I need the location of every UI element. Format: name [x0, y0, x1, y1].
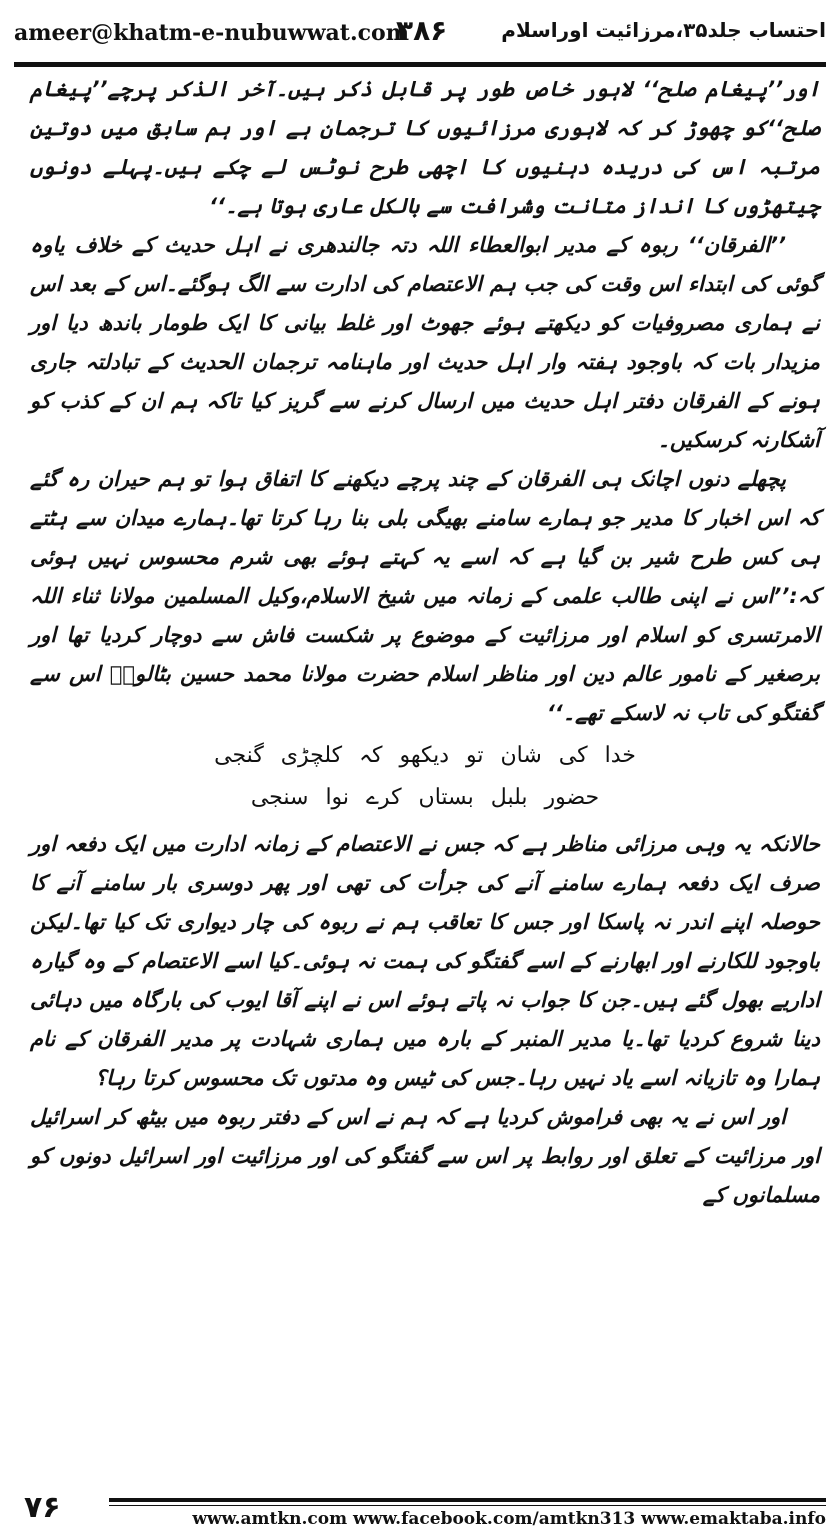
- header-email: ameer@khatm-e-nubuwwat.com: [14, 20, 409, 46]
- paragraph-1: اور’’پیغام صلح‘‘ لاہور خاص طور پر قابل ذکر ہیں۔آخر الذکر پرچے’’پیغام صلح‘‘کو چھوڑ کر کہ لاہوری مرزائیوں کا ترجمان ہے اور ہم سابق میں دوتین مرتبہ اس کی دریدہ دہنیوں کا اچھی طرح نوٹس لے چکے ہیں۔پہلے دونوں چیتھڑوں کا انداز متانت وشرافت سے بالکل عاری ہوتا ہے۔‘‘: [30, 77, 820, 218]
- page-footer: [14, 1488, 826, 1532]
- body-text: [30, 70, 820, 1215]
- poem-couplet: [30, 735, 820, 819]
- paragraph-2: ’’الفرقان‘‘ ربوہ کے مدیر ابوالعطاء اللہ دتہ جالندھری نے اہل حدیث کے خلاف یاوہ گوئی کی ابتداء اس وقت کی جب ہم الاعتصام کی ادارت سے الگ ہوگئے۔اس کے بعد اس نے ہماری مصروفیات کو دیکھتے ہوئے جھوٹ اور غلط بیانی کا ایک طومار باندھ دیا اور مزیدار بات کہ باوجود ہفتہ وار اہل حدیث اور ماہنامہ ترجمان الحدیث کے تبادلتہ جاری ہونے کے الفرقان دفتر اہل حدیث میں ارسال کرنے سے گریز کیا تاکہ ہم ان کے کذب کو آشکارنہ کرسکیں۔: [30, 233, 820, 452]
- header-title: احتساب جلد۳۵،مرزائیت اوراسلام: [501, 18, 826, 42]
- footer-rule-thick: [109, 1498, 826, 1502]
- header-rule: [14, 62, 826, 67]
- paragraph-4: حالانکہ یہ وہی مرزائی مناظر ہے کہ جس نے الاعتصام کے زمانہ ادارت میں ایک دفعہ اور صرف ایک دفعہ ہمارے سامنے آنے کی جرأت کی تھی اور پھر دوسری بار سامنے آنے کا حوصلہ اپنے اندر نہ پاسکا اور جس کا تعاقب ہم نے ربوہ کی چار دیواری تک کیا تھا۔لیکن باوجود للکارنے اور ابھارنے کے اسے گفتگو کی ہمت نہ ہوئی۔کیا اسے الاعتصام کے وہ گیارہ اداریے بھول گئے ہیں۔جن کا جواب نہ پاتے ہوئے اس نے اپنے آقا ایوب کی بارگاہ میں دہائی دینا شروع کردیا تھا۔یا مدیر المنبر کے بارہ میں ہماری شہادت پر مدیر الفرقان کے نام ہمارا وہ تازیانہ اسے یاد نہیں رہا۔جس کی ٹیس وہ مدتوں تک محسوس کرتا رہا؟: [30, 832, 820, 1090]
- footer-page-number: ۷۶: [24, 1490, 61, 1525]
- poem-line-2: حضور بلبل بستاں کرے نوا سنجی: [250, 785, 600, 810]
- footer-links: www.amtkn.com www.facebook.com/amtkn313 www.emaktaba.info: [192, 1509, 826, 1529]
- poem-line-1: خدا کی شان تو دیکھو کہ کلچڑی گنجی: [214, 743, 636, 768]
- header-page-number: ۳۸۶: [396, 14, 448, 47]
- paragraph-5: اور اس نے یہ بھی فراموش کردیا ہے کہ ہم نے اس کے دفتر ربوہ میں بیٹھ کر اسرائیل اور مرزائیت کے تعلق اور روابط پر اس سے گفتگو کی اور مرزائیت اور اسرائیل دونوں کو مسلمانوں کے: [30, 1105, 820, 1207]
- paragraph-3: پچھلے دنوں اچانک ہی الفرقان کے چند پرچے دیکھنے کا اتفاق ہوا تو ہم حیران رہ گئے کہ اس اخبار کا مدیر جو ہمارے سامنے بھیگی بلی بنا رہا کرتا تھا۔ہمارے میدان سے ہٹتے ہی کس طرح شیر بن گیا ہے کہ اسے یہ کہتے ہوئے بھی شرم محسوس نہیں ہوئی کہ:’’اس نے اپنی طالب علمی کے زمانہ میں شیخ الاسلام،وکیل المسلمین مولانا ثناء اللہ الامرتسری کو اسلام اور مرزائیت کے موضوع پر شکست فاش سے دوچار کردیا تھا اور برصغیر کے نامور عالم دین اور مناظر اسلام حضرت مولانا محمد حسین بٹالویؒ اس سے گفتگو کی تاب نہ لاسکے تھے۔‘‘: [30, 467, 820, 725]
- page-header: [14, 14, 826, 62]
